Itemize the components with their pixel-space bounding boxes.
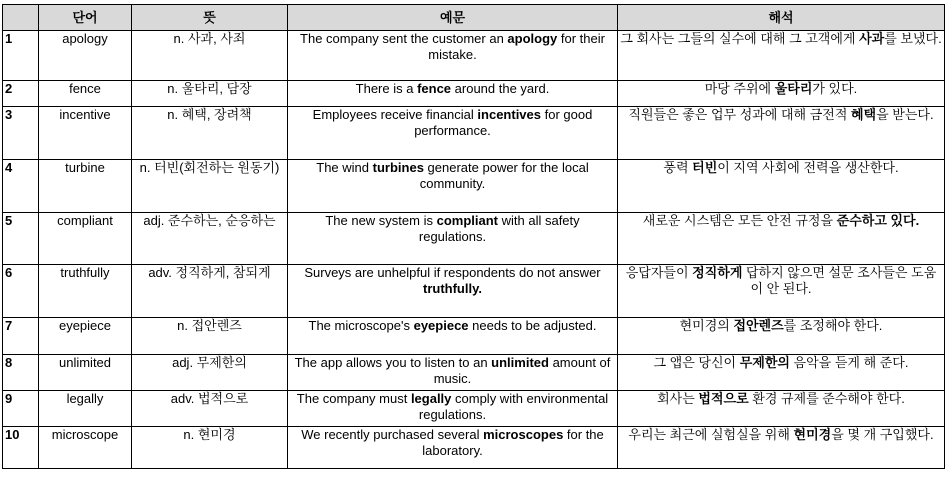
translation-keyword: 울타리 <box>774 81 813 96</box>
translation-text: 그 앱은 당신이 <box>653 355 740 370</box>
example-keyword: turbines <box>372 160 424 175</box>
row-meaning: adj. 준수하는, 순응하는 <box>132 213 288 265</box>
header-num <box>3 5 39 31</box>
example-keyword: eyepiece <box>413 318 469 333</box>
example-keyword: unlimited <box>491 355 549 370</box>
table-row <box>3 355 945 391</box>
row-example <box>288 391 618 427</box>
row-example <box>288 355 618 391</box>
row-meaning: adv. 정직하게, 참되게 <box>132 265 288 318</box>
row-example <box>288 107 618 160</box>
table-row <box>3 31 945 81</box>
header-translation: 해석 <box>618 5 945 31</box>
translation-text: 마당 주위에 <box>704 81 775 96</box>
row-translation <box>618 427 945 469</box>
row-word: compliant <box>39 213 132 265</box>
row-number: 6 <box>3 265 39 318</box>
row-meaning: n. 사과, 사죄 <box>132 31 288 81</box>
header-row <box>3 5 945 31</box>
row-translation <box>618 81 945 107</box>
example-text: The company sent the customer an <box>300 31 508 46</box>
example-keyword: truthfully. <box>423 281 482 296</box>
table-row <box>3 391 945 427</box>
table-row <box>3 427 945 469</box>
row-word: eyepiece <box>39 318 132 355</box>
translation-text: 를 보냈다. <box>884 31 942 46</box>
row-translation <box>618 391 945 427</box>
row-translation <box>618 318 945 355</box>
table-row <box>3 265 945 318</box>
translation-keyword: 현미경 <box>793 427 832 442</box>
translation-text: 환경 규제를 준수해야 한다. <box>748 391 905 406</box>
example-text: comply with environmental regulations. <box>418 391 609 422</box>
vocabulary-table <box>2 4 945 469</box>
example-keyword: compliant <box>436 213 498 228</box>
row-translation <box>618 355 945 391</box>
row-word: apology <box>39 31 132 81</box>
translation-keyword: 접안렌즈 <box>733 318 784 333</box>
header-word: 단어 <box>39 5 132 31</box>
row-meaning: n. 터빈(회전하는 원동기) <box>132 160 288 213</box>
translation-text: 직원들은 좋은 업무 성과에 대해 금전적 <box>628 107 851 122</box>
translation-text: 을 받는다. <box>876 107 934 122</box>
example-text: The company must <box>296 391 411 406</box>
example-text: There is a <box>355 81 418 96</box>
example-text: The app allows you to listen to an <box>294 355 492 370</box>
translation-keyword: 준수하고 있다. <box>836 213 920 228</box>
example-text: Surveys are unhelpful if respondents do not answer <box>304 265 601 280</box>
header-example: 예문 <box>288 5 618 31</box>
row-meaning: n. 울타리, 담장 <box>132 81 288 107</box>
example-text: We recently purchased several <box>301 427 484 442</box>
example-text: The wind <box>316 160 373 175</box>
translation-text: 을 몇 개 구입했다. <box>831 427 934 442</box>
row-meaning: n. 접안렌즈 <box>132 318 288 355</box>
translation-keyword: 사과 <box>859 31 885 46</box>
row-number: 10 <box>3 427 39 469</box>
translation-text: 답하지 않으면 설문 조사들은 도움이 안 된다. <box>742 265 937 296</box>
example-keyword: fence <box>417 81 452 96</box>
row-number: 4 <box>3 160 39 213</box>
row-number: 3 <box>3 107 39 160</box>
translation-text: 가 있다. <box>812 81 858 96</box>
row-word: turbine <box>39 160 132 213</box>
example-text: for their mistake. <box>428 31 605 62</box>
example-text: with all safety regulations. <box>418 213 580 244</box>
translation-keyword: 법적으로 <box>698 391 749 406</box>
row-number: 2 <box>3 81 39 107</box>
translation-text: 풍력 <box>663 160 693 175</box>
example-text: Employees receive financial <box>312 107 478 122</box>
translation-text: 새로운 시스템은 모든 안전 규정을 <box>642 213 837 228</box>
row-number: 7 <box>3 318 39 355</box>
example-text: amount of music. <box>433 355 611 386</box>
row-example <box>288 318 618 355</box>
row-example <box>288 160 618 213</box>
row-translation <box>618 213 945 265</box>
row-translation <box>618 265 945 318</box>
example-keyword: legally <box>410 391 452 406</box>
example-keyword: incentives <box>477 107 541 122</box>
translation-keyword: 혜택 <box>851 107 877 122</box>
row-example <box>288 81 618 107</box>
example-text: needs to be adjusted. <box>468 318 597 333</box>
row-translation <box>618 160 945 213</box>
translation-text: 회사는 <box>657 391 699 406</box>
row-translation <box>618 107 945 160</box>
translation-text: 우리는 최근에 실험실을 위해 <box>628 427 794 442</box>
example-text: generate power for the local community. <box>419 160 589 191</box>
translation-text: 응답자들이 <box>625 265 693 280</box>
row-word: legally <box>39 391 132 427</box>
row-word: fence <box>39 81 132 107</box>
translation-keyword: 터빈 <box>692 160 718 175</box>
translation-text: 현미경의 <box>679 318 734 333</box>
example-text: for the laboratory. <box>422 427 604 458</box>
example-text: around the yard. <box>451 81 550 96</box>
table-row <box>3 81 945 107</box>
translation-keyword: 정직하게 <box>692 265 743 280</box>
translation-text: 음악을 듣게 해 준다. <box>789 355 909 370</box>
example-text: for good performance. <box>414 107 593 138</box>
row-number: 1 <box>3 31 39 81</box>
example-text: The microscope's <box>308 318 414 333</box>
row-meaning: adj. 무제한의 <box>132 355 288 391</box>
row-word: unlimited <box>39 355 132 391</box>
translation-text: 이 지역 사회에 전력을 생산한다. <box>717 160 899 175</box>
example-keyword: apology <box>507 31 558 46</box>
table-row <box>3 318 945 355</box>
table-row <box>3 213 945 265</box>
row-example <box>288 427 618 469</box>
row-example <box>288 31 618 81</box>
row-meaning: n. 혜택, 장려책 <box>132 107 288 160</box>
row-meaning: n. 현미경 <box>132 427 288 469</box>
row-number: 8 <box>3 355 39 391</box>
translation-text: 그 회사는 그들의 실수에 대해 그 고객에게 <box>620 31 860 46</box>
row-word: truthfully <box>39 265 132 318</box>
row-example <box>288 213 618 265</box>
row-meaning: adv. 법적으로 <box>132 391 288 427</box>
row-translation <box>618 31 945 81</box>
row-number: 5 <box>3 213 39 265</box>
translation-keyword: 무제한의 <box>739 355 790 370</box>
row-example <box>288 265 618 318</box>
example-keyword: microscopes <box>483 427 564 442</box>
table-row <box>3 160 945 213</box>
header-meaning: 뜻 <box>132 5 288 31</box>
example-text: The new system is <box>325 213 437 228</box>
row-number: 9 <box>3 391 39 427</box>
row-word: incentive <box>39 107 132 160</box>
translation-text: 를 조정해야 한다. <box>783 318 883 333</box>
table-row <box>3 107 945 160</box>
row-word: microscope <box>39 427 132 469</box>
